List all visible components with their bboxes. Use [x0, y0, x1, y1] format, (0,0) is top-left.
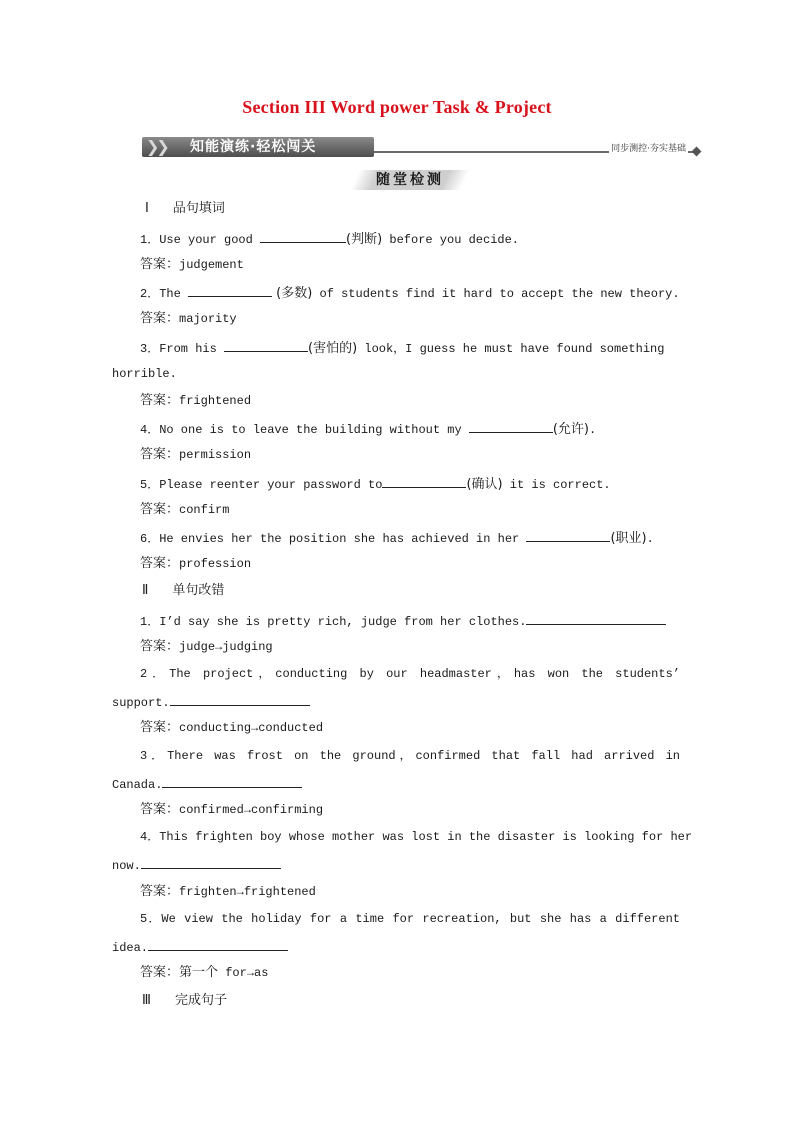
question-1-6: 6．He envies her the position she has achieved in her (职业). — [140, 531, 654, 546]
diamond-icon — [692, 147, 702, 157]
answer-1-1: 答案：judgement — [140, 257, 244, 272]
page-title: Section III Word power Task & Project — [242, 97, 552, 117]
answer-2-1: 答案：judge→judging — [140, 639, 273, 654]
answer-2-5: 答案：第一个 for→as — [140, 965, 269, 980]
answer-2-2: 答案：conducting→conducted — [140, 720, 324, 735]
part2-heading: Ⅱ 单句改错 — [142, 583, 225, 598]
answer-1-4: 答案：permission — [140, 447, 252, 462]
banner-left-label: 知能演练·轻松闯关 — [190, 139, 317, 155]
answer-2-4: 答案：frighten→frightened — [140, 884, 316, 899]
question-1-2: 2．The (多数) of students find it hard to accept the new theory. — [140, 286, 680, 301]
question-1-5: 5．Please reenter your password to (确认) it is correct. — [140, 477, 611, 492]
answer-1-6: 答案：profession — [140, 556, 252, 571]
question-2-3: 3．There was frost on the ground，confirmed that fall had arrived in — [140, 749, 680, 763]
subsection-title: 随堂检测 — [376, 172, 444, 188]
subsection-banner — [355, 170, 465, 190]
banner-right-label: 同步测控·夯实基础 — [609, 141, 688, 154]
question-2-2-cont: support. — [112, 693, 310, 711]
answer-2-3: 答案：confirmed→confirming — [140, 802, 324, 817]
question-2-1: 1．I’d say she is pretty rich, judge from her clothes. — [140, 612, 666, 630]
section-banner — [142, 135, 702, 159]
answer-1-2: 答案：majority — [140, 311, 237, 326]
part1-heading: Ⅰ 品句填词 — [145, 201, 225, 216]
question-2-5-cont: idea. — [112, 938, 288, 956]
question-2-4-cont: now. — [112, 856, 281, 874]
question-1-4: 4．No one is to leave the building without my (允许). — [140, 422, 597, 437]
answer-1-5: 答案：confirm — [140, 502, 230, 517]
question-1-3-cont: horrible. — [112, 367, 177, 381]
question-1-3: 3．From his (害怕的) look，I guess he must have found something — [140, 341, 665, 356]
answer-1-3: 答案：frightened — [140, 393, 252, 408]
question-2-2: 2．The project，conducting by our headmaster，has won the students’ — [140, 667, 680, 681]
question-2-4: 4．This frighten boy whose mother was lost in the disaster is looking for her — [140, 830, 693, 844]
chevron-right-icon: ❯❯ — [146, 137, 167, 156]
part3-heading: Ⅲ 完成句子 — [142, 993, 227, 1008]
question-1-1: 1．Use your good (判断) before you decide. — [140, 232, 520, 247]
question-2-3-cont: Canada. — [112, 775, 302, 793]
question-2-5: 5．We view the holiday for a time for recreation, but she has a different — [140, 912, 680, 926]
